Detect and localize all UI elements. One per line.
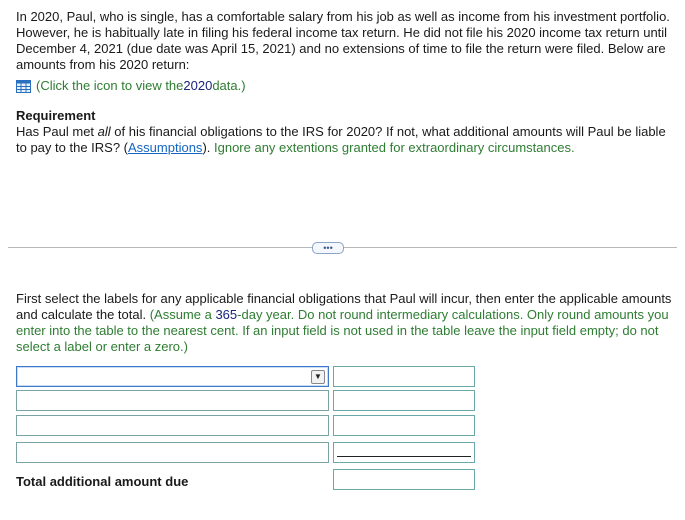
dropdown-arrow-icon[interactable]: ▼ [311, 370, 325, 384]
amount-input-row-1[interactable] [333, 366, 475, 387]
amount-input-row-4[interactable] [333, 442, 475, 463]
requirement-text-3: ). [202, 140, 214, 155]
requirement-text [16, 124, 676, 156]
problem-intro: In 2020, Paul, who is single, has a comfortable salary from his job as well as income from his investment portfolio. However, he is habitually late in filing his federal income tax return. He did not file his 2020 income tax return until December 4, 2021 (due date was April 15, 2021) and no extensions of time to file the return were filed. Below are amounts from his 2020 return: [16, 9, 670, 72]
instructions-note-1: (Assume a [149, 307, 216, 322]
total-amount-input[interactable] [333, 469, 475, 490]
label-select-row-1[interactable] [16, 366, 329, 387]
data-link-text-after: data.) [212, 78, 246, 93]
subtotal-line [337, 456, 471, 457]
label-select-row-4[interactable] [16, 442, 329, 463]
instructions [16, 291, 676, 355]
requirement-note: Ignore any extentions granted for extraordinary circumstances. [214, 140, 575, 155]
view-data-link[interactable] [16, 78, 246, 94]
expand-button[interactable]: ••• [312, 242, 344, 254]
data-link-text-before: (Click the icon to view the [36, 78, 184, 93]
requirement-emphasis: all [97, 124, 111, 139]
instructions-text: First select the labels for any applicable financial obligations that Paul will incur, then enter the applicable amounts and calculate the total. [16, 291, 672, 322]
amount-input-row-3[interactable] [333, 415, 475, 436]
requirement-title: Requirement [16, 108, 96, 123]
requirement-text-2: of his financial obligations to the IRS for 2020? If not, what additional amounts will Paul be liable to pay to the IRS? ( [16, 124, 666, 155]
instructions-days: 365 [215, 307, 238, 322]
data-link-year: 2020 [183, 78, 213, 93]
label-select-row-2[interactable] [16, 390, 329, 411]
assumptions-link[interactable]: Assumptions [128, 140, 203, 155]
table-icon[interactable] [16, 80, 31, 93]
label-select-row-3[interactable] [16, 415, 329, 436]
amount-input-row-2[interactable] [333, 390, 475, 411]
instructions-note-2: -day year. Do not round intermediary calculations. Only round amounts you enter into the table to the nearest cent. If an input field is not used in the table leave the input field empty; do not select a label or enter a zero.) [16, 307, 669, 354]
requirement-text-1: Has Paul met [16, 124, 98, 139]
total-label: Total additional amount due [16, 474, 189, 489]
